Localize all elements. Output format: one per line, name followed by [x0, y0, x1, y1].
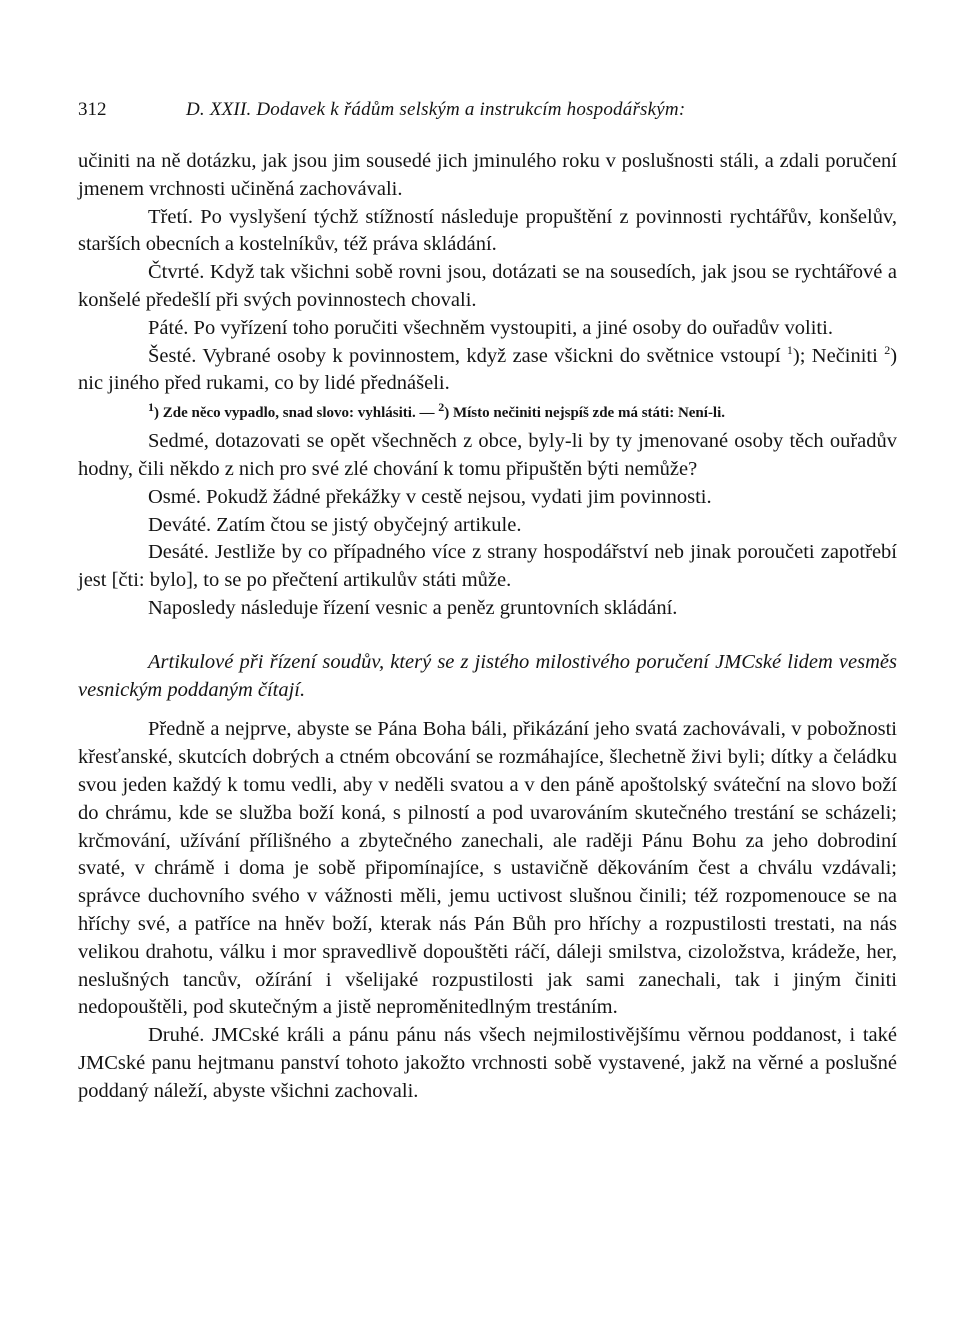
footnote-text-1: ) Zde něco vypadlo, snad slovo: vyhlásiti. — [154, 405, 439, 422]
footnote-text-2: ) Místo nečiniti nejspíš zde má státi: Není-li. [444, 405, 726, 422]
footnote-ref-2: 2 [884, 342, 891, 357]
paragraph-third: Třetí. Po vyslyšení týchž stížností následuje propuštění z povinnosti rychtářův, konšelův, starších obecních a kostelníkův, též práva skládání. [78, 205, 897, 256]
sixth-text-c: ) nic jiného před rukami, co by lidé přednášeli. [78, 344, 898, 395]
paragraph-fourth: Čtvrté. Když tak všichni sobě rovni jsou, dotázati se na sousedích, jak jsou se rychtářové a konšelé předešlí při svých povinnostech chovali. [78, 261, 897, 311]
footnote-mark-1: 1 [148, 400, 154, 415]
paragraph-fifth: Páté. Po vyřízení toho poručiti všechněm vystoupiti, a jiné osoby do ouřadův voliti. [148, 316, 833, 339]
footnote-ref-1: 1 [786, 342, 793, 357]
page-number: 312 [78, 99, 107, 120]
paragraph-continuation: učiniti na ně dotázku, jak jsou jim sousedé jich jminulého roku v poslušnosti stáli, a zdali poručení jmenem vrchnosti učiněná zachovávali. [78, 150, 897, 200]
paragraph-second-article: Druhé. JMCské králi a pánu pánu nás všech nejmilostivějšímu věrnou poddanost, i také JMCské panu hejtmanu panství tohoto jakožto vrchnosti sobě vystavené, jakž na věrné a poslušné poddaný náleží, abyste všichni zachovali. [78, 1024, 897, 1102]
paragraph-lastly: Naposledy následuje řízení vesnic a peněz gruntovních skládání. [148, 596, 678, 619]
paragraph-sixth [78, 343, 897, 399]
section-title: Artikulové při řízení soudův, který se z jistého milostivého poručení JMCské lidem vesměs vesnickým poddaným čítají. [78, 650, 897, 701]
footnotes [78, 402, 897, 424]
paragraph-tenth: Desáté. Jestliže by co případného více z strany hospodářství neb jinak poroučeti zapotřebí jest [čti: bylo], to se po přečtení artikulův státi může. [78, 541, 897, 592]
sixth-text-a: Šesté. Vybrané osoby k povinnostem, když zase všickni do světnice vstoupí [148, 344, 781, 367]
paragraph-seventh: Sedmé, dotazovati se opět všechněch z obce, byly-li by ty jmenované osoby těch ouřadův hodny, čili někdo z nich pro své zlé chování k tomu připuštěn býti nemůže? [78, 430, 897, 480]
document-page [78, 96, 897, 1106]
paragraph-eighth: Osmé. Pokudž žádné překážky v cestě nejsou, vydati jim povinnosti. [148, 485, 712, 508]
page-header [78, 96, 897, 126]
running-title: D. XXII. Dodavek k řádům selským a instrukcím hospodářským: [186, 99, 686, 120]
paragraph-first-article: Předně a nejprve, abyste se Pána Boha báli, přikázání jeho svatá zachovávali, v pobožnosti křesťanské, skutcích dobrých a ctném obcování se rozmáhajíce, šlechetně živi byli; dítky a čeládku svou jeden každý k tomu vedli, aby v neděli svatou a v den páně apoštolský sváteční na slovo boží do chrámu, kde se služba boží koná, s pilností a pod uvarováním skutečného trestání se scházeli; krčmování, užívání přílišného a zbytečného zanechali, ale raději Pánu Bohu za jeho dobrodiní svaté, v chrámě i doma je sobě připomínajíce, s ustavičně děkováním čest a chválu vzdávali; správce duchovního svého v vážnosti měli, jemu uctivost slušnou činili; též rozpomenouce se na hříchy své, a patříce na hněv boží, kterak nás Pán Bůh pro hříchy a rozpustilosti trestati, na nás velikou drahotu, válku i mor spravedlivě dopouštěti ráčí, dáleji smilstva, cizoložstva, krádeže, her, neslušných tancův, ožírání i všelijaké rozpustilosti jak sami zanechali, tak i jiným činiti nedopouštěli, pod skutečným a jistě neproměnitedlným trestáním. [78, 718, 897, 1019]
footnote-mark-2: 2 [438, 400, 445, 415]
sixth-text-b: ); Nečiniti [792, 344, 878, 367]
paragraph-ninth: Deváté. Zatím čtou se jistý obyčejný artikule. [148, 513, 522, 536]
